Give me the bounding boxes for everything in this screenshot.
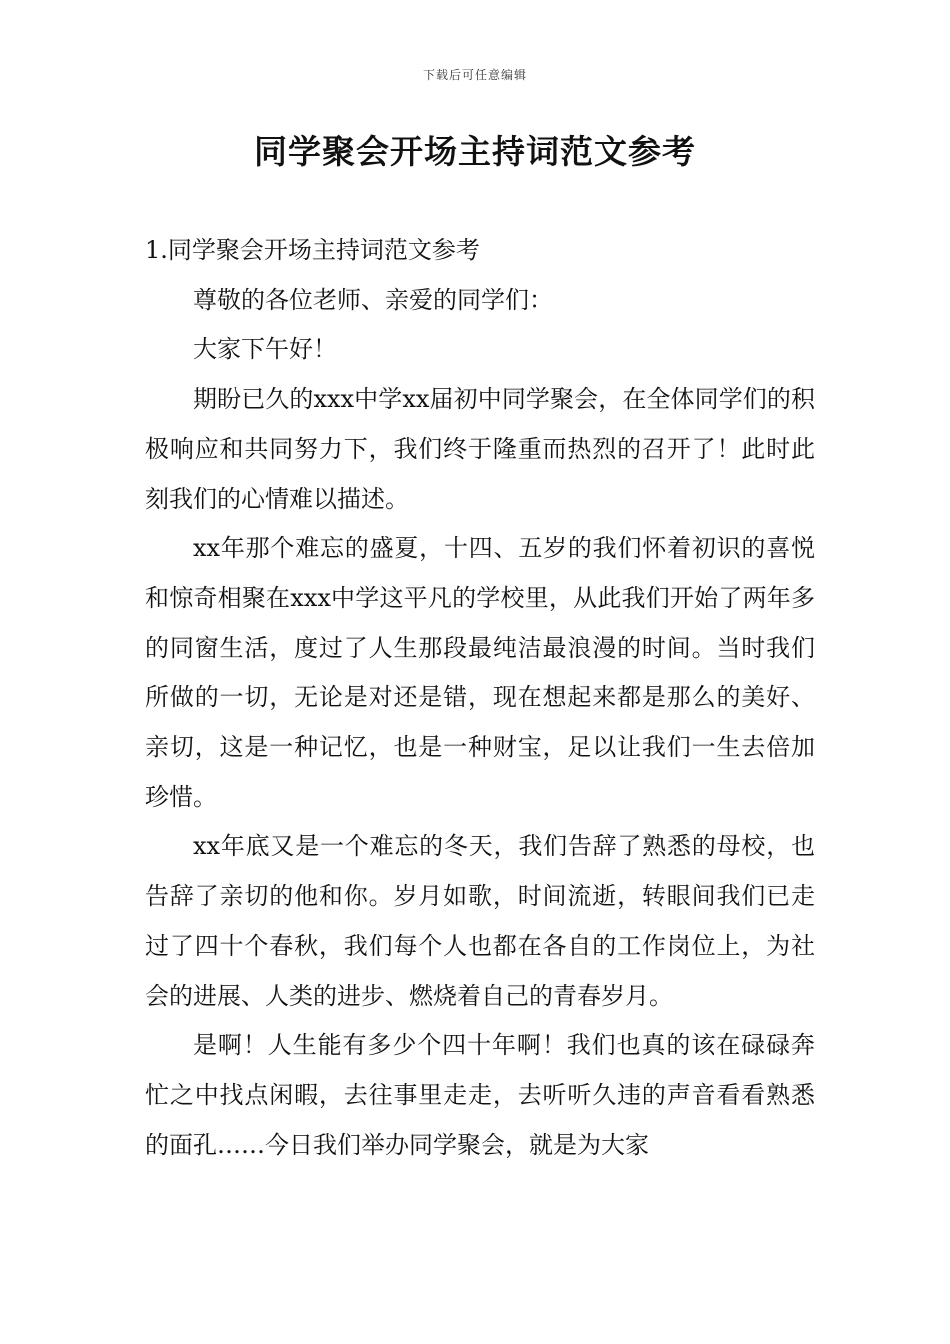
- header-note: 下载后可任意编辑: [422, 68, 527, 82]
- document-body: [145, 226, 815, 1170]
- paragraph-salutation: 尊敬的各位老师、亲爱的同学们：: [193, 285, 553, 314]
- paragraph-greeting: 大家下午好！: [193, 335, 337, 364]
- paragraph: xx年底又是一个难忘的冬天，我们告辞了熟悉的母校，也告辞了亲切的他和你。岁月如歌，时间流逝，转眼间我们已走过了四十个春秋，我们每个人也都在各自的工作岗位上，为社会的进展、人类的进步、燃烧着自己的青春岁月。: [145, 832, 815, 1010]
- document-title: 同学聚会开场主持词范文参考: [254, 132, 696, 171]
- paragraph: 是啊！人生能有多少个四十年啊！我们也真的该在碌碌奔忙之中找点闲暇，去往事里走走，去听听久违的声音看看熟悉的面孔……今日我们举办同学聚会，就是为大家: [145, 1031, 815, 1159]
- paragraph: xx年那个难忘的盛夏，十四、五岁的我们怀着初识的喜悦和惊奇相聚在xxx中学这平凡的学校里，从此我们开始了两年多的同窗生活，度过了人生那段最纯洁最浪漫的时间。当时我们所做的一切，无论是对还是错，现在想起来都是那么的美好、亲切，这是一种记忆，也是一种财宝，足以让我们一生去倍加珍惜。: [145, 534, 815, 811]
- section-heading: 1.同学聚会开场主持词范文参考: [145, 236, 480, 264]
- paragraph: 期盼已久的xxx中学xx届初中同学聚会，在全体同学们的积极响应和共同努力下，我们终于隆重而热烈的召开了！此时此刻我们的心情难以描述。: [145, 385, 815, 513]
